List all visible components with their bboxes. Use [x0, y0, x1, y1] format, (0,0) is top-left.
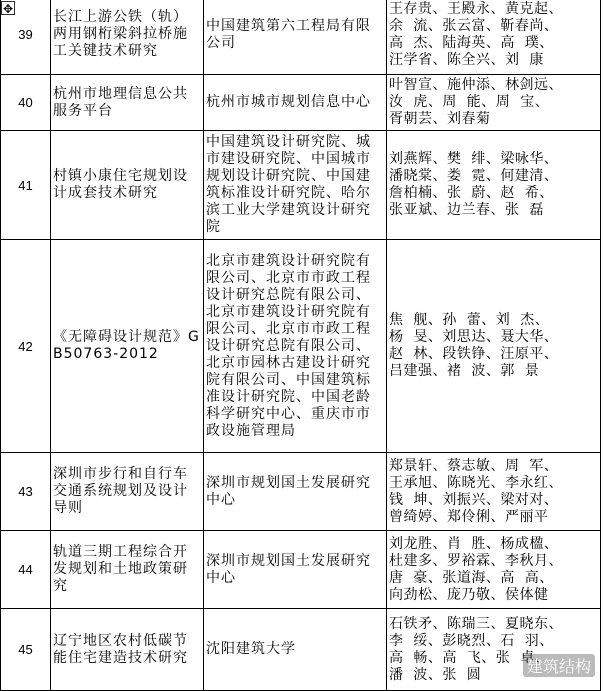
- completing-people: 焦 舰、孙 蕾、刘 杰、 杨 旻、刘思达、聂大华、 赵 林、段铁铮、汪原平、 吕建强、褚 波、郭 景: [387, 240, 601, 453]
- row-number: 40: [1, 75, 51, 131]
- project-name: 轨道三期工程综合开发规划和土地政策研究: [51, 531, 204, 609]
- completing-people: 石铁矛、陈瑞三、夏晓东、 李 绥、彭晓烈、石 羽、 高 畅、高 飞、张 卓、 潘 波、张 圆: [387, 609, 601, 691]
- table-move-handle-icon[interactable]: ✥: [2, 2, 14, 16]
- row-number: 39: [1, 0, 51, 75]
- row-number: 41: [1, 131, 51, 240]
- row-number: 45: [1, 609, 51, 691]
- project-name: 长江上游公铁（轨）两用钢桁梁斜拉桥施工关键技术研究: [51, 0, 204, 75]
- completing-unit: 深圳市规划国土发展研究中心: [204, 531, 387, 609]
- table-row: [1, 0, 601, 75]
- row-number: 43: [1, 453, 51, 531]
- completing-people: 王存贵、王殿永、黄克起、 余 流、张云富、靳春尚、 高 杰、陆海英、高 璞、 汪学省、陈全兴、刘 康: [387, 0, 601, 75]
- table-row: [1, 531, 601, 609]
- completing-people: 刘燕辉、樊 绯、梁咏华、 潘晓棠、娄 霓、何建清、 詹柏楠、张 蔚、赵 希、 张亚斌、边兰春、张 磊: [387, 131, 601, 240]
- completing-people: 刘龙胜、肖 胜、杨成楹、 杜建多、罗裕霖、李秋月、 唐 豪、张道海、高 高、 向劲松、庞乃敬、侯体健: [387, 531, 601, 609]
- project-name: 《无障碍设计规范》GB50763-2012: [51, 240, 204, 453]
- project-name: 深圳市步行和自行车交通系统规划及设计导则: [51, 453, 204, 531]
- table-row: [1, 240, 601, 453]
- row-number: 42: [1, 240, 51, 453]
- completing-unit: 中国建筑设计研究院、城市建设研究院、中国城市规划设计研究院、中国建筑标准设计研究院、哈尔滨工业大学建筑设计研究院: [204, 131, 387, 240]
- completing-unit: 沈阳建筑大学: [204, 609, 387, 691]
- table-row: [1, 609, 601, 691]
- project-name: 杭州市地理信息公共服务平台: [51, 75, 204, 131]
- completing-people: 郑景轩、蔡志敏、周 军、 王承旭、陈晓光、李永红、 钱 坤、刘振兴、梁对对、 曾绮婷、郑伶俐、严丽平: [387, 453, 601, 531]
- completing-unit: 中国建筑第六工程局有限公司: [204, 0, 387, 75]
- completing-unit: 北京市建筑设计研究院有限公司、北京市市政工程设计研究总院有限公司、北京市建筑设计研究院有限公司、北京市市政工程设计研究总院有限公司、北京市园林古建设计研究院有限公司、中国建筑标准设计研究院、中国老龄科学研究中心、重庆市市政设施管理局: [204, 240, 387, 453]
- table-row: [1, 131, 601, 240]
- watermark-logo: 建筑结构: [523, 654, 595, 677]
- completing-people: 叶智宣、施仲添、林剑远、 汝 虎、周 能、周 宝、 胥朝芸、刘春菊: [387, 75, 601, 131]
- completing-unit: 杭州市城市规划信息中心: [204, 75, 387, 131]
- table-row: [1, 75, 601, 131]
- project-name: 辽宁地区农村低碳节能住宅建造技术研究: [51, 609, 204, 691]
- project-name: 村镇小康住宅规划设计成套技术研究: [51, 131, 204, 240]
- row-number: 44: [1, 531, 51, 609]
- completing-unit: 深圳市规划国土发展研究中心: [204, 453, 387, 531]
- table-row: [1, 453, 601, 531]
